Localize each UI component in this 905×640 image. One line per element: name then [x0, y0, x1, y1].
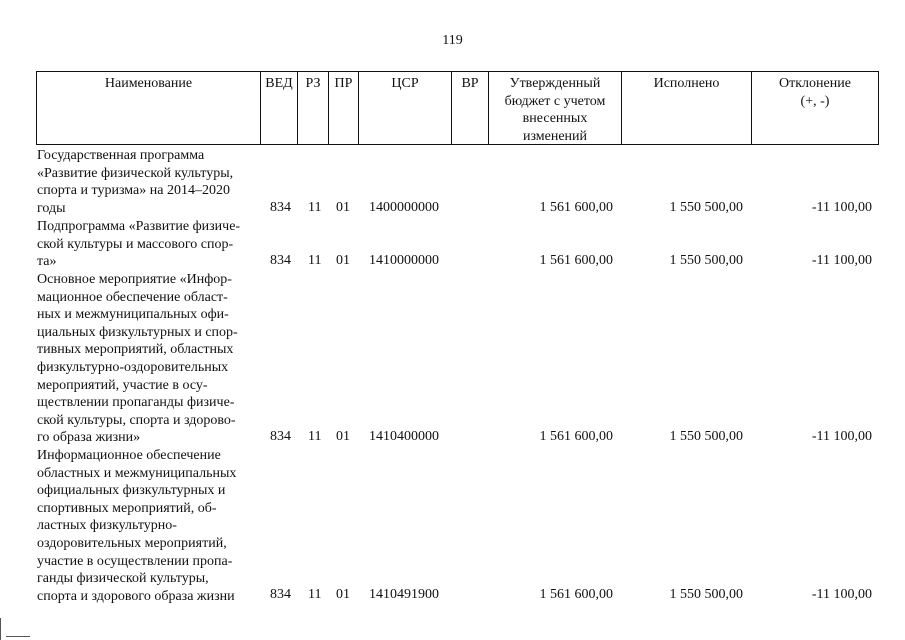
header-budget-line: бюджет с учетом	[504, 93, 606, 109]
name-line: мероприятий, участие в осу-	[37, 377, 208, 393]
cell-rz: 11	[308, 200, 322, 215]
cell-budget: 1 561 600,00	[539, 587, 613, 602]
cell-pr: 01	[336, 429, 350, 444]
name-line: «Развитие физической культуры,	[37, 165, 234, 181]
table-header	[36, 71, 879, 145]
header-rz	[297, 72, 328, 144]
name-line: го образа жизни»	[37, 430, 141, 446]
header-budget	[488, 72, 621, 144]
cell-done: 1 550 500,00	[669, 429, 743, 444]
cell-done: 1 550 500,00	[669, 587, 743, 602]
cell-csr: 1410491900	[369, 587, 439, 602]
name-line: физкультурно-оздоровительных	[37, 359, 229, 375]
row-4-values	[0, 587, 905, 605]
header-done	[621, 72, 751, 144]
row-2-values	[0, 253, 905, 271]
row-1-values	[0, 200, 905, 218]
cell-ved: 834	[270, 587, 291, 602]
name-line: оздоровительных мероприятий,	[37, 535, 227, 551]
header-name-line: Наименование	[104, 76, 193, 91]
name-line: спорта и здорового образа жизни	[37, 588, 235, 604]
name-line: ластных физкультурно-	[37, 518, 177, 534]
header-deviation-line: Отклонение	[779, 76, 851, 91]
header-done-line: Исполнено	[653, 76, 720, 91]
header-budget-line: внесенных	[522, 111, 588, 126]
name-line: Подпрограмма «Развитие физиче-	[37, 219, 241, 234]
header-deviation	[751, 72, 878, 144]
header-vr	[451, 72, 488, 144]
name-line: ской культуры и массового спор-	[37, 236, 234, 252]
cell-csr: 1410400000	[369, 429, 439, 444]
name-line: ных и межмуниципальных офи-	[37, 307, 229, 323]
cell-rz: 11	[308, 429, 322, 444]
name-line: Государственная программа	[37, 148, 205, 163]
scan-edge-mark	[0, 618, 1, 640]
name-line: ществлении пропаганды физиче-	[37, 395, 235, 411]
cell-deviation: -11 100,00	[811, 587, 872, 602]
row-4-name	[37, 447, 263, 605]
cell-budget: 1 561 600,00	[539, 429, 613, 444]
cell-deviation: -11 100,00	[811, 200, 872, 215]
cell-budget: 1 561 600,00	[539, 200, 613, 215]
cell-rz: 11	[308, 253, 322, 268]
name-line: Основное мероприятие «Инфор-	[37, 272, 232, 287]
row-3-name	[37, 271, 263, 447]
cell-done: 1 550 500,00	[669, 200, 743, 215]
cell-csr: 1400000000	[369, 200, 439, 215]
cell-ved: 834	[270, 200, 291, 215]
cell-pr: 01	[336, 200, 350, 215]
cell-done: 1 550 500,00	[669, 253, 743, 268]
header-rz-line: РЗ	[305, 76, 321, 91]
cell-pr: 01	[336, 587, 350, 602]
cell-deviation: -11 100,00	[811, 429, 872, 444]
name-line: тивных мероприятий, областных	[37, 342, 234, 358]
header-budget-line: Утвержденный	[509, 76, 601, 91]
name-line: официальных физкультурных и	[37, 483, 226, 499]
row-3-values	[0, 429, 905, 447]
cell-rz: 11	[308, 587, 322, 602]
cell-budget: 1 561 600,00	[539, 253, 613, 268]
name-line: ганды физической культуры,	[37, 571, 209, 587]
name-line: спортивных мероприятий, об-	[37, 500, 217, 516]
page-number: 119	[442, 33, 463, 48]
name-line: мационное обеспечение област-	[37, 289, 228, 305]
header-name	[37, 72, 260, 144]
scan-edge-mark	[6, 636, 30, 637]
name-line: областных и межмуниципальных	[37, 465, 237, 481]
name-line: та»	[37, 254, 57, 270]
name-line: циальных физкультурных и спор-	[37, 324, 238, 340]
header-pr	[328, 72, 358, 144]
cell-ved: 834	[270, 429, 291, 444]
header-deviation-line: (+, -)	[800, 93, 830, 109]
header-vr-line: ВР	[461, 76, 479, 91]
header-budget-line: изменений	[522, 128, 588, 144]
cell-pr: 01	[336, 253, 350, 268]
header-pr-line: ПР	[334, 76, 353, 91]
name-line: участие в осуществлении пропа-	[37, 553, 233, 569]
header-csr	[358, 72, 451, 144]
header-ved-line: ВЕД	[265, 76, 293, 91]
name-line: Информационное обеспечение	[37, 448, 221, 463]
name-line: спорта и туризма» на 2014–2020	[37, 183, 230, 199]
cell-csr: 1410000000	[369, 253, 439, 268]
header-ved	[260, 72, 297, 144]
cell-ved: 834	[270, 253, 291, 268]
name-line: годы	[37, 200, 66, 216]
name-line: ской культуры, спорта и здорово-	[37, 412, 236, 428]
header-csr-line: ЦСР	[391, 76, 419, 91]
cell-deviation: -11 100,00	[811, 253, 872, 268]
